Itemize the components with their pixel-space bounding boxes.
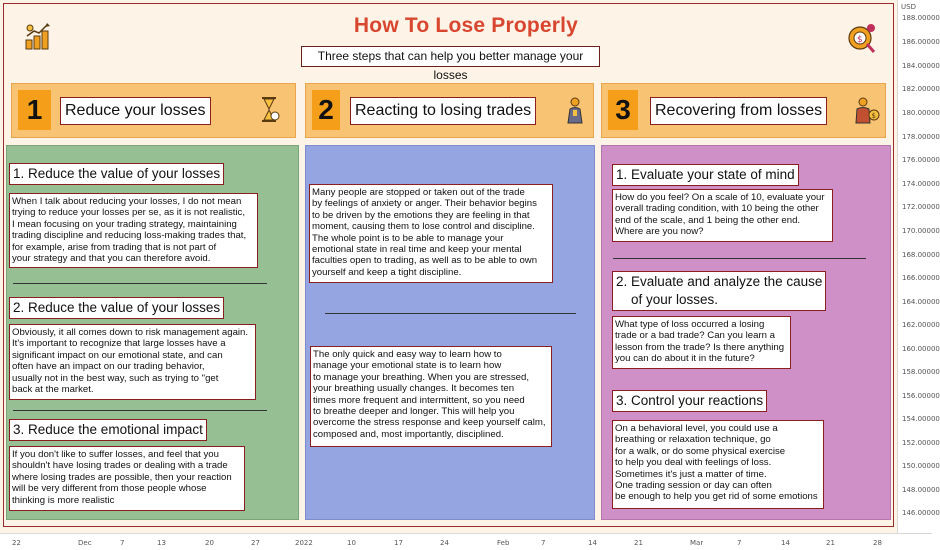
p3-section-2-body: What type of loss occurred a losing trade or a bad trade? Can you learn a lesson from the trade? Is there anything you can do about it in the future? [612, 316, 791, 369]
trader-icon [854, 96, 880, 124]
p1-section-1-title: 1. Reduce the value of your losses [9, 163, 224, 185]
time-tick: 2022 [295, 539, 313, 547]
price-tick: 182.00000 [902, 85, 940, 93]
time-tick: 13 [157, 539, 166, 547]
price-tick: 188.00000 [902, 14, 940, 22]
page-subtitle: Three steps that can help you better manage your losses [301, 46, 600, 67]
price-tick: 172.00000 [902, 203, 940, 211]
step-1-number: 1 [18, 90, 51, 130]
p2-body-1: Many people are stopped or taken out of the trade by feelings of anxiety or anger. Their behavior begins to be driven by the emotions they are feeling in that moment, causing them to lose control and discipline. The whole point is to be able to manage your emotional state in real time and keep your mental faculties open to trading, as well as to be able to own yourself and keep a tight discipline. [309, 184, 553, 283]
time-tick: Dec [78, 539, 92, 547]
time-tick: 28 [873, 539, 882, 547]
step-3-number: 3 [608, 90, 638, 130]
step-3-header [601, 83, 886, 138]
price-tick: 186.00000 [902, 38, 940, 46]
price-tick: 170.00000 [902, 227, 940, 235]
time-tick: Mar [690, 539, 704, 547]
time-tick: 24 [440, 539, 449, 547]
p1-section-2-title: 2. Reduce the value of your losses [9, 297, 224, 319]
time-tick: 20 [205, 539, 214, 547]
price-tick: 154.00000 [902, 415, 940, 423]
price-tick: 156.00000 [902, 392, 940, 400]
step-2-number: 2 [312, 90, 340, 130]
time-tick: Feb [497, 539, 510, 547]
p1-section-3-body: If you don't like to suffer losses, and feel that you shouldn't have losing trades or dealing with a trade where losing trades are possible, then your reaction will be very different from those people whose thinking is more realistic [9, 446, 245, 511]
loss-chart-icon [847, 22, 877, 54]
p1-divider-2 [13, 410, 267, 411]
time-tick: 21 [826, 539, 835, 547]
p2-body-2: The only quick and easy way to learn how to manage your emotional state is to learn how to manage your breathing. When you are stressed, your breathing usually changes. It becomes ten times more frequent and intermittent, so you need to breathe deeper and longer. This will help you overcome the stress response and keep yourself calm, composed and, most importantly, disciplined. [310, 346, 552, 447]
time-tick: 17 [394, 539, 403, 547]
step-2-label: Reacting to losing trades [350, 97, 536, 125]
price-tick: 162.00000 [902, 321, 940, 329]
p1-section-1-body: When I talk about reducing your losses, I do not mean trying to reduce your losses per se, as it is not realistic, I mean focusing on your trading strategy, maintaining trading discipline and reducing loss-making trades that, for example, arise from trading that is not part of your strategy and that you can therefore avoid. [9, 193, 258, 268]
price-tick: 148.00000 [902, 486, 940, 494]
price-tick: 180.00000 [902, 109, 940, 117]
step-2-header [305, 83, 594, 138]
time-tick: 10 [347, 539, 356, 547]
p3-section-1-title: 1. Evaluate your state of mind [612, 164, 799, 186]
price-tick: 168.00000 [902, 251, 940, 259]
thinking-person-icon [564, 96, 586, 124]
time-tick: 14 [781, 539, 790, 547]
price-tick: 176.00000 [902, 156, 940, 164]
time-tick: 14 [588, 539, 597, 547]
price-tick: 184.00000 [902, 62, 940, 70]
p3-section-3-title: 3. Control your reactions [612, 390, 767, 412]
price-tick: 150.00000 [902, 462, 940, 470]
price-axis[interactable] [897, 0, 940, 533]
p3-section-1-body: How do you feel? On a scale of 10, evaluate your overall trading condition, with 10 being the other end of the scale, and 1 being the other end. Where are you now? [612, 189, 833, 242]
p1-divider-1 [13, 283, 267, 284]
price-tick: 164.00000 [902, 298, 940, 306]
price-tick: 160.00000 [902, 345, 940, 353]
money-growth-icon [25, 22, 51, 50]
time-tick: 21 [634, 539, 643, 547]
step-3-label: Recovering from losses [650, 97, 827, 125]
p3-divider [613, 258, 866, 259]
price-tick: 158.00000 [902, 368, 940, 376]
time-tick: 27 [251, 539, 260, 547]
price-tick: 178.00000 [902, 133, 940, 141]
time-tick: 7 [737, 539, 742, 547]
price-tick: 146.00000 [902, 509, 940, 517]
time-axis[interactable] [0, 533, 932, 550]
time-tick: 7 [541, 539, 546, 547]
p2-divider [325, 313, 576, 314]
price-tick: 152.00000 [902, 439, 940, 447]
p1-section-2-body: Obviously, it all comes down to risk management again. It's important to recognize that large losses have a significant impact on our emotional state, and can often have an impact on our trading behavior, usually not in the best way, such as trying to "get back at the market. [9, 324, 256, 400]
p3-section-2-title: 2. Evaluate and analyze the cause of your losses. [612, 271, 826, 311]
step-1-label: Reduce your losses [60, 97, 211, 125]
p3-section-3-body: On a behavioral level, you could use a breathing or relaxation technique, go for a walk, or do some physical exercise to help you deal with feelings of loss. Sometimes it's just a matter of time. One trading session or day can often be enough to help you get rid of some emotions [612, 420, 824, 509]
time-tick: 7 [120, 539, 125, 547]
price-tick: 166.00000 [902, 274, 940, 282]
currency-label: USD [901, 3, 916, 11]
svg-text:$: $ [857, 35, 863, 45]
svg-text:$: $ [871, 112, 876, 120]
hourglass-icon [260, 96, 280, 124]
p1-section-3-title: 3. Reduce the emotional impact [9, 419, 207, 441]
price-tick: 174.00000 [902, 180, 940, 188]
time-tick: 22 [12, 539, 21, 547]
step-1-header [11, 83, 296, 138]
page-title: How To Lose Properly [353, 14, 579, 37]
